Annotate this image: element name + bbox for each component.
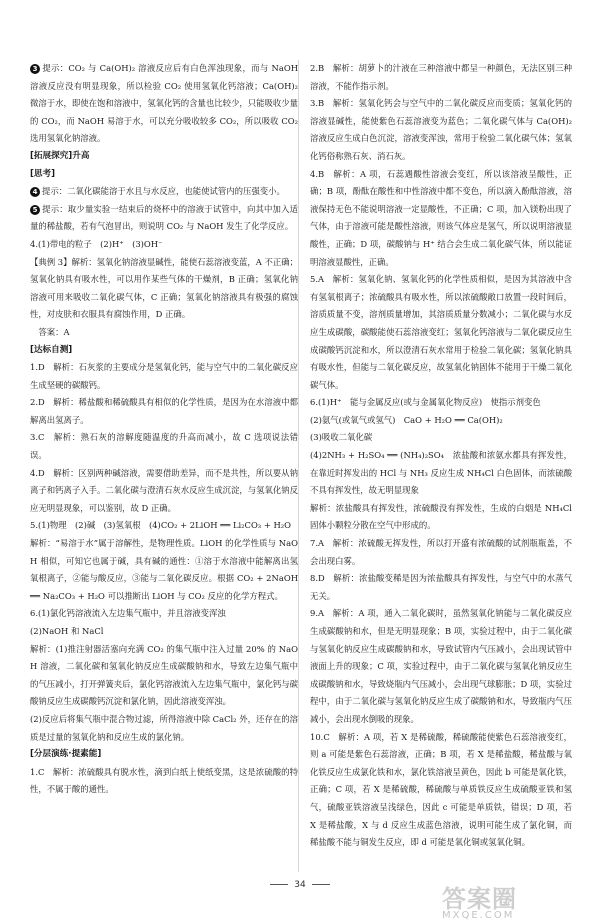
- paragraph-text: (4)2NH₃ + H₂SO₄ ══ (NH₄)₂SO₄ 浓盐酸和浓氨水都具有挥发性，在靠近时挥发出的 HCl 与 NH₃ 反应生成 NH₄Cl 白色固体，而浓硫酸不具有挥发性，故无明显现象: [310, 450, 572, 496]
- paragraph-text: (3)吸收二氧化碳: [310, 432, 373, 443]
- answer-paragraph: [310, 535, 572, 570]
- paragraph-text: 答案：A: [30, 326, 70, 337]
- answer-paragraph: [310, 570, 572, 605]
- paragraph-text: 3.C 解析：熟石灰的溶解度随温度的升高而减小，故 C 选项说法错误。: [30, 432, 298, 461]
- answer-paragraph: [30, 183, 298, 201]
- answer-paragraph: [30, 517, 298, 535]
- footer-dash-left: [270, 884, 288, 885]
- paragraph-text: 解析：浓盐酸具有挥发性，浓硫酸没有挥发性，生成的白烟是 NH₄Cl 固体小颗粒分散在空气中形成的。: [310, 502, 572, 531]
- answer-paragraph: [30, 429, 298, 464]
- paragraph-text: (2)氨气(或氧气或氢气) CaO + H₂O ══ Ca(OH)₂: [310, 414, 503, 425]
- paragraph-text: 4.(1)带电的粒子 (2)H⁺ (3)OH⁻: [30, 238, 163, 249]
- paragraph-text: 10.C 解析：A 项，若 X 是稀硫酸，稀硫酸能使紫色石蕊溶液变红，则 a 可能是紫色石蕊溶液，正确；B 项，若 X 是稀盐酸，稀盐酸与氧化铁反应生成氯化铁和水，氯化铁溶液呈黄色，因此 b 可能是氧化铁，正确；C 项，若 X 是稀硫酸，稀硫酸与单质铁反应生成硫酸亚铁和氢气，硫酸亚铁溶液呈浅绿色，因此 c 可能是单质铁，错误；D 项，若 X 是稀盐酸，X 与 d 反应生成蓝色溶液，说明可能生成了氯化铜，而稀盐酸不能与铜发生反应，即 d 可能是氧化铜或氢氧化铜。: [310, 731, 572, 848]
- answer-paragraph: [310, 729, 572, 852]
- answer-paragraph: [30, 60, 298, 148]
- paragraph-text: 1.D 解析：石灰浆的主要成分是氢氧化钙，能与空气中的二氧化碳反应生成坚硬的碳酸钙。: [30, 362, 298, 390]
- section-heading: [30, 148, 298, 166]
- paragraph-text: 3.B 解析：氢氧化钙会与空气中的二氧化碳反应而变质；氢氧化钙的溶液显碱性，能使紫色石蕊溶液变为蓝色；二氧化碳气体与 Ca(OH)₂ 溶液反应生成白色沉淀，溶液变浑浊，常用于检验二氧化碳气体；氢氧化钙俗称熟石灰、消石灰。: [310, 98, 572, 161]
- answer-paragraph: [310, 412, 572, 430]
- answer-paragraph: [30, 764, 298, 799]
- answer-paragraph: [310, 95, 572, 165]
- answer-paragraph: [30, 324, 298, 342]
- item-number-badge: 4: [30, 187, 40, 197]
- paragraph-text: 7.A 解析：浓硫酸无挥发性，所以打开盛有浓硫酸的试剂瓶瓶盖，不会出现白雾。: [310, 538, 572, 566]
- right-column: [310, 60, 572, 852]
- item-number-badge: 3: [30, 64, 40, 74]
- paragraph-text: 6.(1)H⁺ 能与金属反应(或与金属氧化物反应) 使指示剂变色: [310, 397, 541, 408]
- watermark-logo-text: 答案圈: [442, 885, 517, 913]
- paragraph-text: 提示：CO₂ 与 Ca(OH)₂ 溶液反应后有白色浑浊现象，而与 NaOH 溶液反应没有明显现象，所以检验 CO₂ 使用氢氧化钙溶液；Ca(OH)₂ 微溶于水，即使在饱和溶液中，氢氧化钙的含量也比较少，只能吸收少量的 CO₂，而 NaOH 易溶于水，可以充分吸收较多 CO₂，所以吸收 CO₂ 选用氢氧化钠溶液。: [30, 63, 298, 144]
- paragraph-text: 5.A 解析：氢氧化钠、氢氧化钙的化学性质相似，是因为其溶液中含有氢氧根离子；浓硫酸具有吸水性，所以浓硫酸敞口放置一段时间后，溶质质量不变，溶剂质量增加，其溶质质量分数减小；二氧化碳与水反应生成碳酸，碳酸能使石蕊溶液变红；氢氧化钙溶液与二氧化碳反应生成碳酸钙沉淀和水，所以澄清石灰水常用于检验二氧化碳；氢氧化钠具有吸水性，但能与二氧化碳反应，故氢氧化钠固体不能用于干燥二氧化碳气体。: [310, 274, 572, 390]
- paragraph-text: 5.(1)物理 (2)碱 (3)氢氧根 (4)CO₂ + 2LiOH ══ Li₂CO₃ + H₂O: [30, 520, 292, 531]
- answer-paragraph: [310, 605, 572, 728]
- section-heading: [30, 746, 298, 764]
- answer-paragraph: [30, 201, 298, 236]
- paragraph-text: 4.B 解析：A 项，石蕊遇酸性溶液会变红，所以该溶液呈酸性，正确；B 项，酚酞在酸性和中性溶液中都不变色，所以滴入酚酞溶液，溶液保持无色不能说明溶液一定显酸性，不正确；C 项，加入镁粉出现了气体，由于溶液可能是酸性溶液，则该气体应是氢气，所以说明溶液显酸性，正确；D 项，碳酸钠与 H⁺ 结合会生成二氧化碳气体，所以能证明溶液显酸性，正确。: [310, 168, 572, 267]
- paragraph-text: 提示：二氧化碳能溶于水且与水反应，也能使试管内的压强变小。: [42, 186, 285, 197]
- paragraph-text: 2.B 解析：胡萝卜的汁液在三种溶液中都呈一种颜色，无法区别三种溶液，不能作指示剂。: [310, 63, 572, 91]
- answer-paragraph: [30, 394, 298, 429]
- paragraph-text: [拓展探究]升高: [30, 150, 90, 161]
- answer-paragraph: [310, 447, 572, 500]
- paragraph-text: 解析：“易溶于水”属于溶解性，是物理性质。LiOH 的化学性质与 NaOH 相似，可知它也属于碱，具有碱的通性：①溶于水溶液中能解离出氢氧根离子，②能与酸反应，③能与二氧化碳反应。根据 CO₂ + 2NaOH ══ Na₂CO₃ + H₂O 可以推断出 LiOH 与 CO₂ 反应的化学方程式。: [30, 538, 298, 601]
- answer-paragraph: [30, 535, 298, 605]
- watermark-url: MXQE.COM: [442, 910, 515, 921]
- answer-paragraph: [30, 236, 298, 254]
- answer-paragraph: [310, 271, 572, 394]
- page-number: 34: [294, 880, 306, 890]
- section-heading: [30, 166, 298, 184]
- answer-paragraph: [30, 359, 298, 394]
- answer-paragraph: [30, 465, 298, 518]
- column-divider: [298, 60, 299, 872]
- answer-paragraph: [310, 166, 572, 272]
- answer-paragraph: [310, 60, 572, 95]
- left-column: [30, 60, 298, 799]
- watermark: [442, 885, 592, 921]
- paragraph-text: 【典例 3】解析：氢氧化钠溶液显碱性，能使石蕊溶液变蓝，A 不正确；氢氧化钠具有吸水性，可以用作某些气体的干燥剂，B 正确；氢氧化钠溶液可用来吸收二氧化碳气体，C 正确；氢氧化钠溶液具有极强的腐蚀性，对皮肤和衣服具有腐蚀作用，D 正确。: [30, 256, 298, 320]
- paragraph-text: (2)反应后将集气瓶中混合物过滤，所得溶液中除 CaCl₂ 外，还存在的溶质是过量的氢氧化钠和反应生成的氯化钠。: [30, 713, 298, 742]
- answer-paragraph: [30, 623, 298, 641]
- paragraph-text: 提示：取少量实验一结束后的烧杯中的溶液于试管中，向其中加入适量的稀盐酸，若有气泡冒出，则说明 CO₂ 与 NaOH 发生了化学反应。: [30, 203, 298, 232]
- paragraph-text: [分层演练·提素能]: [30, 749, 102, 760]
- answer-paragraph: [30, 711, 298, 746]
- answer-paragraph: [30, 605, 298, 623]
- paragraph-text: (2)NaOH 和 NaCl: [30, 626, 104, 636]
- answer-paragraph: [30, 641, 298, 711]
- paragraph-text: 解析：(1)推注射器活塞向充满 CO₂ 的集气瓶中注入过量 20% 的 NaOH 溶液，二氧化碳和氢氧化钠反应生成碳酸钠和水，导致左边集气瓶中的气压减小，打开弹簧夹后，氯化钙溶液流入左边集气瓶中，氯化钙与碳酸钠反应生成碳酸钙沉淀和氯化钠，因此溶液变浑浊。: [30, 643, 298, 707]
- paragraph-text: 4.D 解析：区别两种碱溶液，需要借助差异，而不是共性，所以要从钠离子和钙离子入手。二氧化碳与澄清石灰水反应生成沉淀，与氢氧化钠反应无明显现象，可以鉴别，故 D 正确。: [30, 467, 298, 513]
- paragraph-text: 1.C 解析：浓硫酸具有脱水性，滴到白纸上使纸变黑，这是浓硫酸的特性，不属于酸的通性。: [30, 766, 298, 795]
- paragraph-text: 8.D 解析：浓盐酸变稀是因为浓盐酸具有挥发性，与空气中的水蒸气无关。: [310, 573, 572, 601]
- paragraph-text: 6.(1)氯化钙溶液流入左边集气瓶中，并且溶液变浑浊: [30, 608, 226, 619]
- section-heading: [30, 342, 298, 360]
- paragraph-text: [思考]: [30, 168, 56, 179]
- answer-paragraph: [310, 394, 572, 412]
- answer-paragraph: [30, 254, 298, 324]
- answer-paragraph: [310, 429, 572, 447]
- paragraph-text: [达标自测]: [30, 344, 73, 355]
- answer-paragraph: [310, 500, 572, 535]
- item-number-badge: 5: [30, 205, 40, 215]
- footer-dash-right: [312, 884, 330, 885]
- paragraph-text: 9.A 解析：A 项，通入二氧化碳时，虽然氢氧化钠能与二氧化碳反应生成碳酸钠和水，但是无明显现象；B 项，实验过程中，由于二氧化碳与氢氧化钠反应生成碳酸钠和水，导致试管内气压减小，会出现试管中液面上升的现象；C 项，实验过程中，由于二氧化碳与氢氧化钠反应生成碳酸钠和水，导致烧瓶内气压减小，会出现气球膨胀；D 项，实验过程中，由于二氧化碳与氢氧化钠反应生成了碳酸钠和水，导致瓶内气压减小，会出现水倒吸的现象。: [310, 608, 572, 724]
- paragraph-text: 2.D 解析：稀盐酸和稀硫酸具有相似的化学性质，是因为在水溶液中都解离出氢离子。: [30, 397, 298, 425]
